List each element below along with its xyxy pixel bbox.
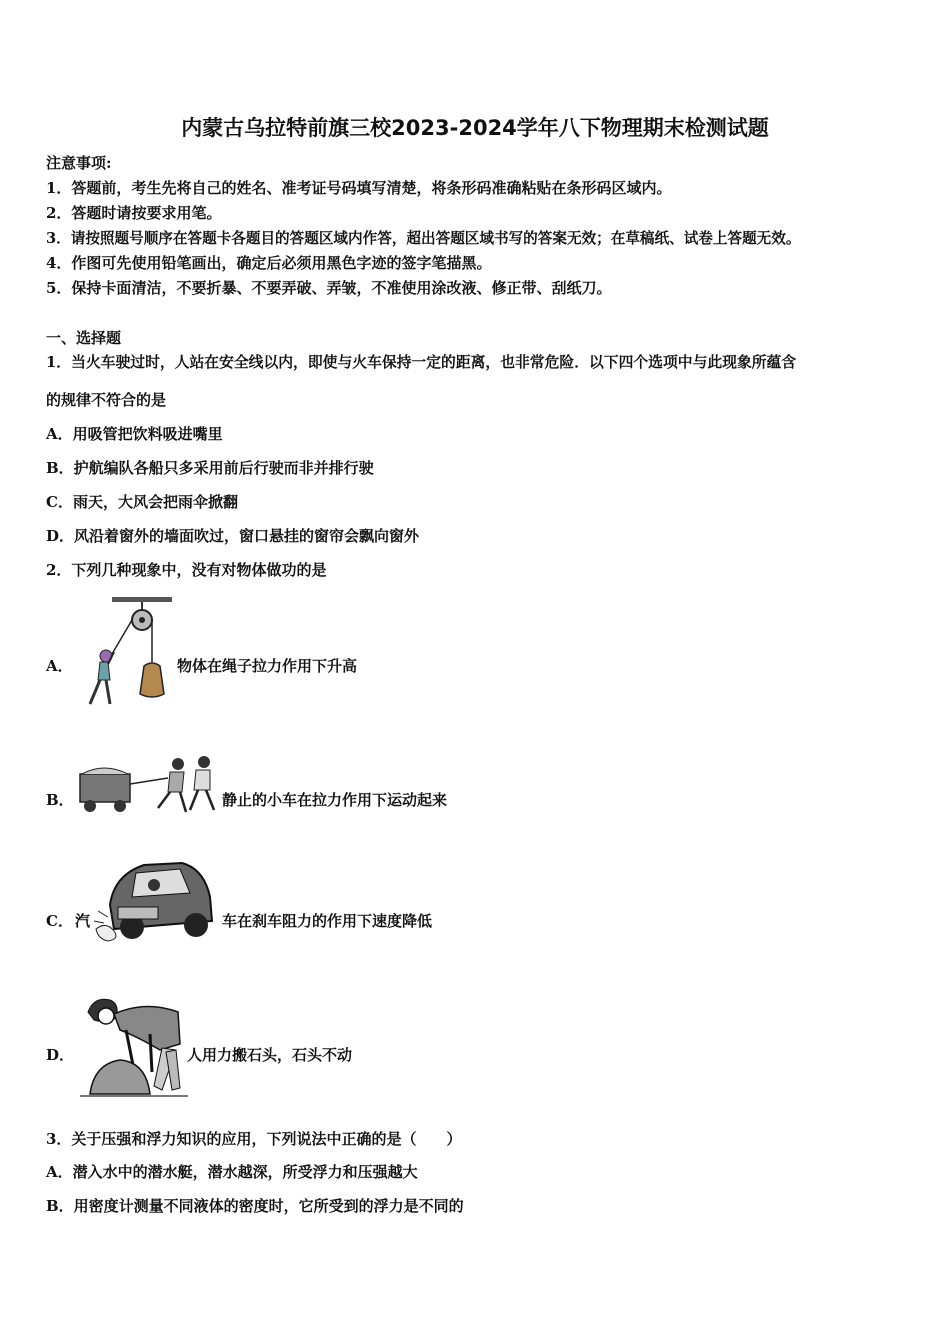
question-2-option-b-letter: B． xyxy=(46,791,74,809)
question-3-option-a: A．潜入水中的潜水艇，潜水越深，所受浮力和压强越大 xyxy=(46,1163,418,1181)
question-2-option-c-letter: C． xyxy=(46,912,73,930)
notice-item: 2．答题时请按要求用笔。 xyxy=(46,204,222,222)
car-brake-icon xyxy=(92,855,222,945)
question-2-option-d-text: 人用力搬石头，石头不动 xyxy=(187,1046,353,1064)
notice-item: 4．作图可先使用铅笔画出，确定后必须用黑色字迹的签字笔描黑。 xyxy=(46,254,492,272)
cart-pull-icon xyxy=(76,750,222,818)
question-1-option-c: C．雨天，大风会把雨伞掀翻 xyxy=(46,493,238,511)
question-2-option-d-letter: D． xyxy=(46,1046,75,1064)
question-1-stem: 1．当火车驶过时，人站在安全线以内，即使与火车保持一定的距离，也非常危险．以下四个选项中与此现象所蕴含 xyxy=(46,354,797,371)
question-1-option-b: B．护航编队各船只多采用前后行驶而非并排行驶 xyxy=(46,459,374,477)
question-1-stem-cont: 的规律不符合的是 xyxy=(46,391,167,409)
question-1-option-d: D．风沿着窗外的墙面吹过，窗口悬挂的窗帘会飘向窗外 xyxy=(46,527,420,545)
notice-heading: 注意事项: xyxy=(46,154,112,172)
notice-item: 5．保持卡面清洁，不要折暴、不要弄破、弄皱，不准使用涂改液、修正带、刮纸刀。 xyxy=(46,279,612,297)
notice-item: 3．请按照题号顺序在答题卡各题目的答题区域内作答，超出答题区域书写的答案无效；在草稿纸、试卷上答题无效。 xyxy=(46,230,801,247)
lift-stone-icon xyxy=(80,990,188,1102)
page-title: 内蒙古乌拉特前旗三校2023-2024学年八下物理期末检测试题 xyxy=(181,116,769,140)
notice-item: 1．答题前，考生先将自己的姓名、准考证号码填写清楚，将条形码准确粘贴在条形码区域内。 xyxy=(46,179,672,197)
pulley-icon xyxy=(78,594,178,710)
section-heading: 一、选择题 xyxy=(46,329,122,347)
question-2-option-c-text: 车在刹车阻力的作用下速度降低 xyxy=(222,912,433,930)
question-2-option-a-letter: A． xyxy=(46,657,73,675)
question-3-stem: 3．关于压强和浮力知识的应用，下列说法中正确的是（ ） xyxy=(46,1130,462,1148)
question-2-option-c-text-prefix: 汽 xyxy=(75,912,91,930)
question-3-option-b: B．用密度计测量不同液体的密度时，它所受到的浮力是不同的 xyxy=(46,1197,464,1215)
question-2-option-b-text: 静止的小车在拉力作用下运动起来 xyxy=(222,791,448,809)
question-2-option-a-text: 物体在绳子拉力作用下升高 xyxy=(177,657,358,675)
question-1-option-a: A．用吸管把饮料吸进嘴里 xyxy=(46,425,223,443)
question-2-stem: 2．下列几种现象中，没有对物体做功的是 xyxy=(46,561,327,579)
